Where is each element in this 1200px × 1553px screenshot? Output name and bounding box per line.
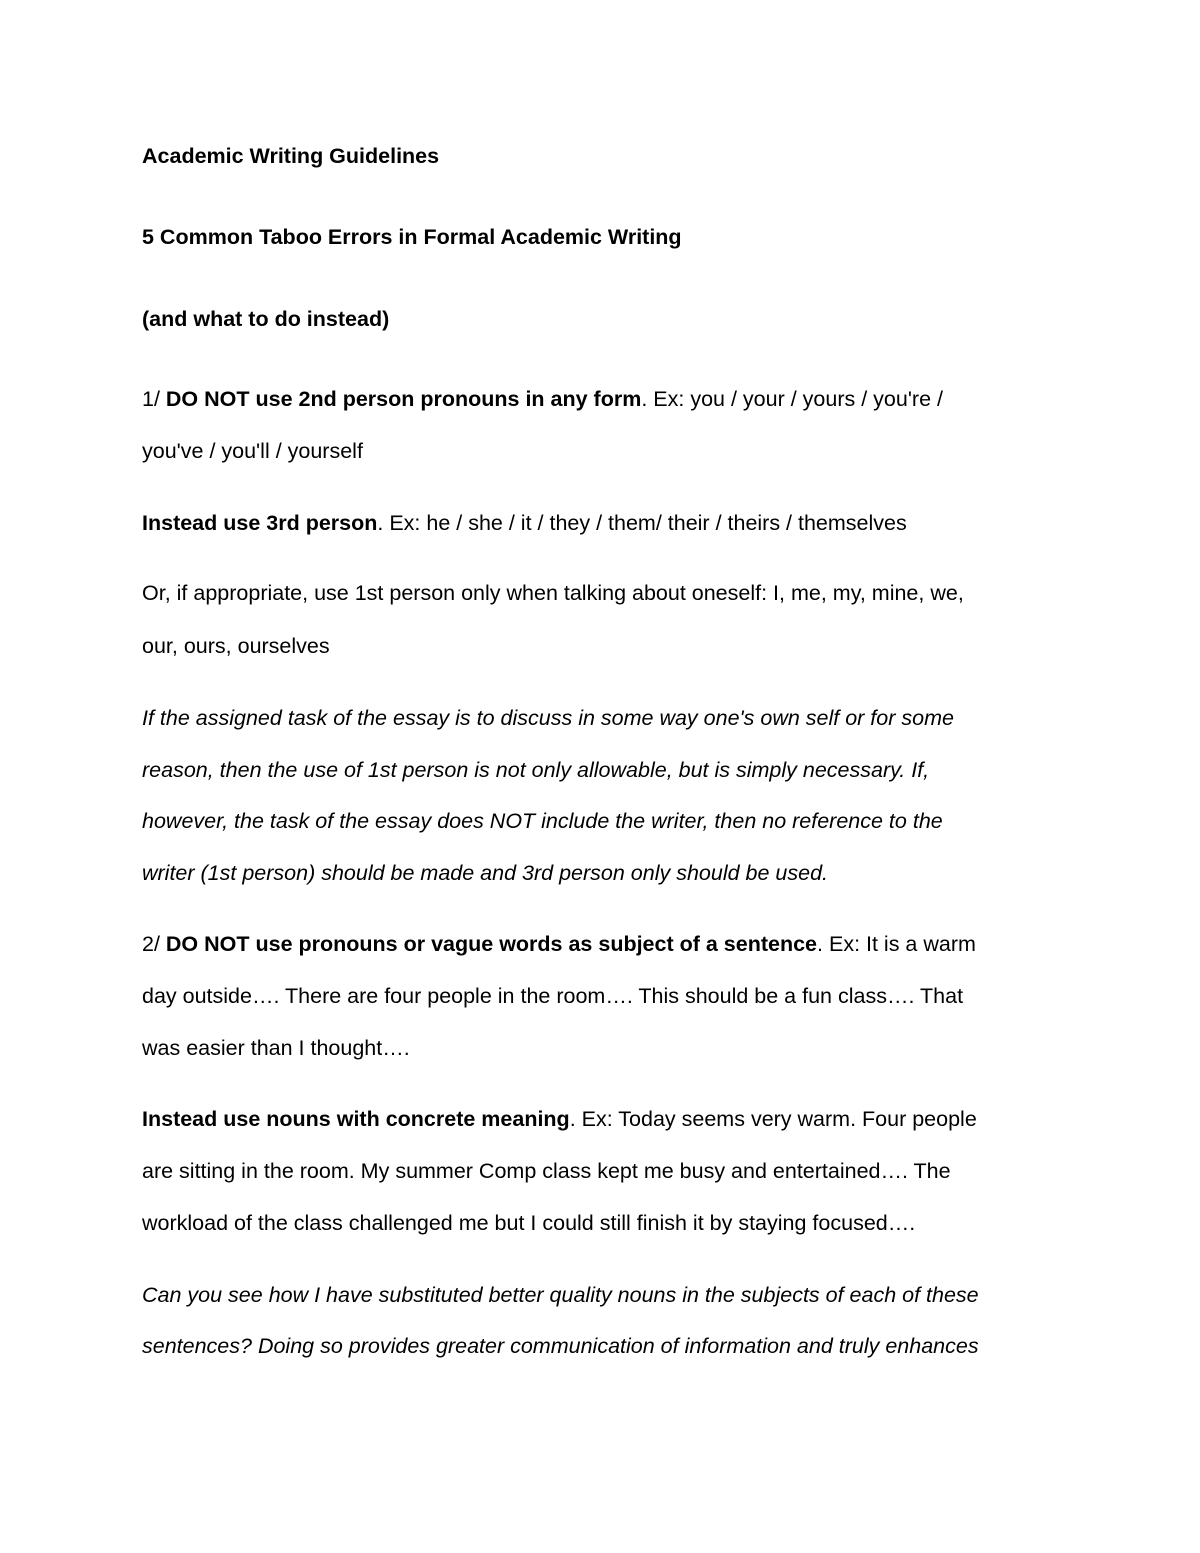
alt-1-line-1: Or, if appropriate, use 1st person only when talking about oneself: I, me, my, mine, we,: [142, 581, 964, 605]
instead-1: [142, 510, 907, 536]
instead-2-line-3: workload of the class challenged me but I could still finish it by staying focused….: [142, 1211, 916, 1235]
rule-2-example: . Ex: It is a warm: [817, 932, 976, 956]
instead-1-example: . Ex: he / she / it / they / them/ their / theirs / themselves: [377, 511, 907, 535]
rule-2-heading: DO NOT use pronouns or vague words as subject of a sentence: [165, 932, 818, 956]
document-title: Academic Writing Guidelines: [142, 144, 440, 168]
rule-2-line-2: day outside…. There are four people in the room…. This should be a fun class…. That: [142, 984, 964, 1008]
instead-1-heading: Instead use 3rd person: [142, 511, 378, 535]
instead-2-line-2: are sitting in the room. My summer Comp class kept me busy and entertained…. The: [142, 1159, 951, 1183]
rule-2-number: 2/: [142, 932, 166, 956]
alt-1-line-2: our, ours, ourselves: [142, 634, 330, 658]
document-subtitle-parenthetical: (and what to do instead): [142, 307, 390, 331]
note-1-line-2: reason, then the use of 1st person is not only allowable, but is simply necessary. If,: [142, 758, 930, 782]
rule-1-number: 1/: [142, 387, 166, 411]
instead-2-example: . Ex: Today seems very warm. Four people: [569, 1107, 977, 1131]
rule-2-line-3: was easier than I thought….: [142, 1036, 410, 1060]
instead-2-line-1: [142, 1106, 977, 1132]
note-2-line-2: sentences? Doing so provides greater communication of information and truly enhances: [142, 1334, 979, 1358]
rule-1-line-1: [142, 386, 943, 412]
note-2-line-1: Can you see how I have substituted better quality nouns in the subjects of each of these: [142, 1283, 979, 1307]
document-subtitle: 5 Common Taboo Errors in Formal Academic Writing: [142, 225, 682, 249]
note-1-line-4: writer (1st person) should be made and 3rd person only should be used.: [142, 861, 829, 885]
note-1-line-3: however, the task of the essay does NOT include the writer, then no reference to the: [142, 809, 943, 833]
rule-2-line-1: [142, 931, 976, 957]
rule-1-example: . Ex: you / your / yours / you're /: [641, 387, 943, 411]
rule-1-heading: DO NOT use 2nd person pronouns in any form: [165, 387, 642, 411]
rule-1-line-2: you've / you'll / yourself: [142, 439, 363, 463]
note-1-line-1: If the assigned task of the essay is to discuss in some way one's own self or for some: [142, 706, 954, 730]
instead-2-heading: Instead use nouns with concrete meaning: [142, 1107, 570, 1131]
